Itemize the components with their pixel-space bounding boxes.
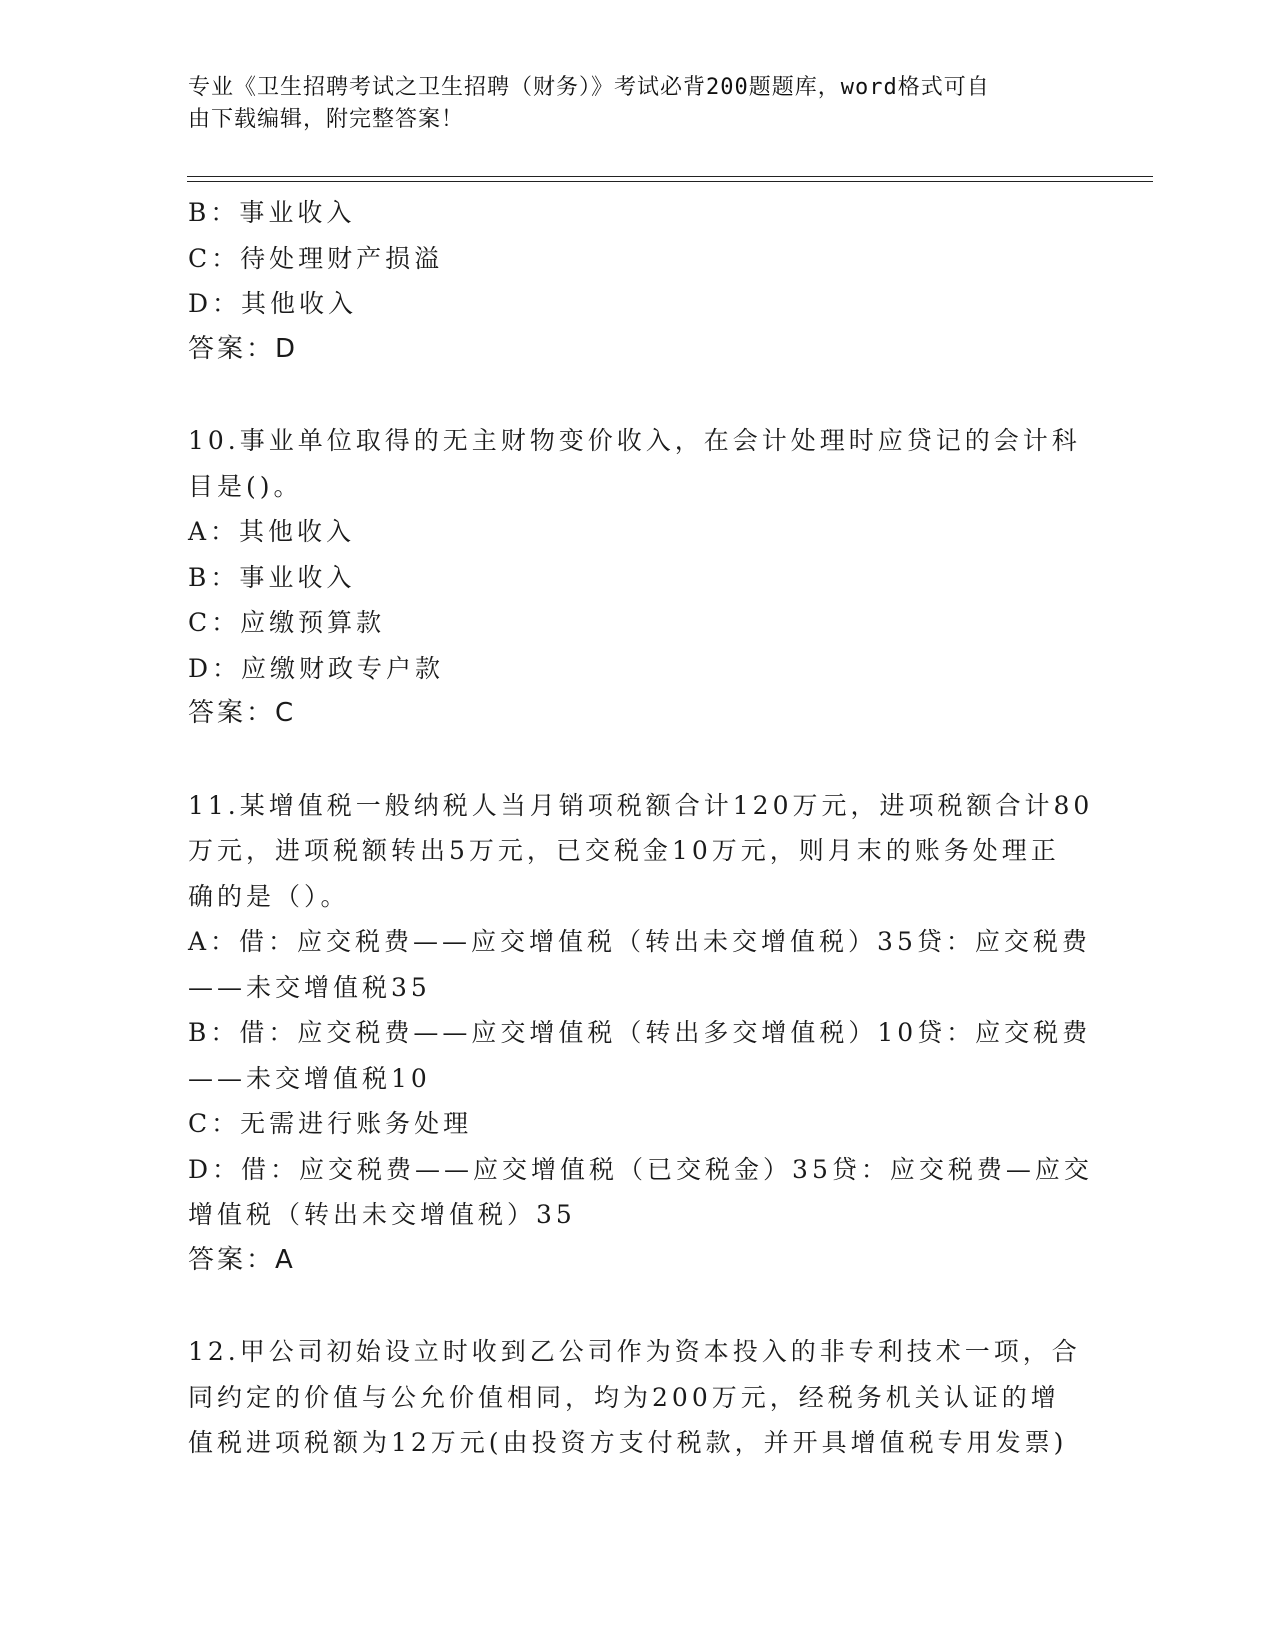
option-a: A：借：应交税费——应交增值税（转出未交增值税）35贷：应交税费	[188, 927, 1091, 956]
question-stem: 确的是（）。	[188, 881, 350, 911]
option-b-continued: ——未交增值税10	[188, 1063, 431, 1093]
spacer	[188, 372, 1078, 418]
question-stem: 10.事业单位取得的无主财物变价收入，在会计处理时应贷记的会计科	[188, 426, 1081, 455]
document-body	[188, 190, 1094, 1466]
answer-line: 答案：D	[188, 333, 299, 364]
option-d: D：应缴财政专户款	[188, 653, 445, 683]
option-c: C：待处理财产损溢	[188, 243, 444, 273]
question-10	[188, 418, 1081, 737]
question-stem: 同约定的价值与公允价值相同，均为200万元，经税务机关认证的增	[188, 1382, 1060, 1412]
header-line-2: 由下载编辑，附完整答案！	[188, 107, 465, 132]
option-b: B：事业收入	[188, 198, 356, 227]
option-c: C：应缴预算款	[188, 608, 386, 637]
option-b: B：事业收入	[188, 562, 356, 592]
question-11	[188, 783, 1094, 1284]
question-stem: 目是()。	[188, 471, 303, 501]
option-a: A：其他收入	[188, 517, 356, 546]
spacer	[188, 1283, 1078, 1329]
answer-line: 答案：A	[188, 1244, 296, 1275]
question-stem: 12.甲公司初始设立时收到乙公司作为资本投入的非专利技术一项，合	[188, 1337, 1081, 1366]
option-d-continued: 增值税（转出未交增值税）35	[188, 1200, 576, 1229]
option-c: C：无需进行账务处理	[188, 1109, 473, 1138]
option-d: D：借：应交税费——应交增值税（已交税金）35贷：应交税费—应交	[188, 1154, 1093, 1184]
option-b: B：借：应交税费——应交增值税（转出多交增值税）10贷：应交税费	[188, 1018, 1092, 1047]
header-divider-bottom	[187, 181, 1153, 182]
question-stem: 值税进项税额为12万元(由投资方支付税款，并开具增值税专用发票)	[188, 1428, 1068, 1457]
document-header	[188, 72, 1068, 136]
question-9-continued	[188, 190, 1078, 372]
answer-line: 答案：C	[188, 698, 297, 728]
option-a-continued: ——未交增值税35	[188, 972, 431, 1002]
question-12	[188, 1329, 1081, 1466]
question-stem: 万元，进项税额转出5万元，已交税金10万元，则月末的账务处理正	[188, 836, 1060, 865]
option-d: D：其他收入	[188, 289, 358, 318]
header-line-1: 专业《卫生招聘考试之卫生招聘（财务）》考试必背200题题库，word格式可自	[188, 75, 990, 100]
spacer	[188, 737, 1078, 783]
header-divider-top	[187, 176, 1153, 177]
question-stem: 11.某增值税一般纳税人当月销项税额合计120万元，进项税额合计80	[188, 790, 1094, 820]
